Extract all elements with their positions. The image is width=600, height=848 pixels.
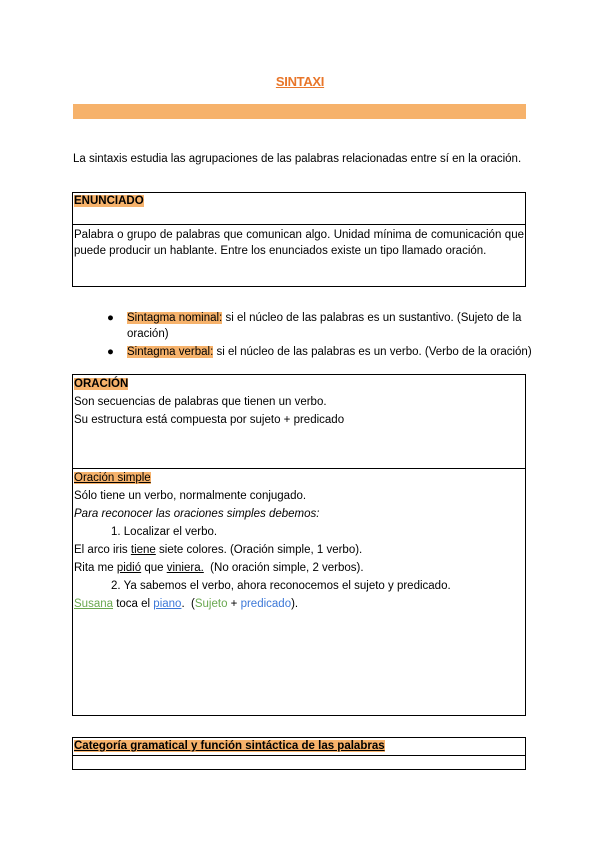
oracion-simple-section (73, 469, 525, 613)
oracion-box (72, 374, 526, 716)
title-underline-bar (73, 104, 526, 119)
categoria-heading: Categoría gramatical y función sintáctica de las palabras (74, 740, 385, 752)
oracion-heading: ORACIÓN (74, 378, 129, 390)
bullet-text: si el núcleo de las palabras es un sustantivo. (Sujeto de la oración) (127, 312, 522, 340)
subject: Susana (74, 598, 114, 610)
enunciado-body: Palabra o grupo de palabras que comunican algo. Unidad mínima de comunicación que puede producir un hablante. Entre los enunciados existe un tipo llamado oración. (74, 229, 524, 257)
oracion-simple-heading: Oración simple (74, 472, 151, 484)
example-line: El arco iris tiene siete colores. (Oración simple, 1 verbo). (74, 544, 363, 556)
step-item: 1. Localizar el verbo. (111, 526, 218, 538)
enunciado-box (72, 192, 526, 287)
box-divider (73, 755, 525, 756)
intro-paragraph: La sintaxis estudia las agrupaciones de las palabras relacionadas entre sí en la oración. (73, 153, 522, 165)
verb: tiene (130, 544, 156, 556)
example-line: Rita me pidió que viniera. (No oración simple, 2 verbos). (74, 562, 364, 574)
predicado-label: predicado (240, 598, 292, 610)
sintagma-list (104, 310, 534, 362)
bullet-label: Sintagma verbal: (127, 346, 214, 358)
verb: viniera. (166, 562, 204, 574)
list-item (104, 310, 534, 342)
step-item: 2. Ya sabemos el verbo, ahora reconocemos el sujeto y predicado. (111, 580, 451, 592)
bullet-text: si el núcleo de las palabras es un verbo. (Verbo de la oración) (213, 346, 532, 358)
verb: pidió (116, 562, 142, 574)
oracion-simple-line: Para reconocer las oraciones simples debemos: (74, 508, 320, 520)
object: piano (153, 598, 182, 610)
list-item (104, 344, 534, 360)
oracion-line: Su estructura está compuesta por sujeto + predicado (74, 414, 345, 426)
bullet-icon: ● (107, 346, 114, 358)
document-title: SINTAXI (275, 74, 325, 89)
sujeto-label: Sujeto (194, 598, 228, 610)
enunciado-heading: ENUNCIADO (74, 195, 144, 207)
oracion-section (73, 375, 525, 468)
bullet-label: Sintagma nominal: (127, 312, 223, 324)
example-line: Susana toca el piano. (Sujeto + predicado). (74, 598, 299, 610)
oracion-simple-line: Sólo tiene un verbo, normalmente conjugado. (74, 490, 307, 502)
bullet-icon: ● (107, 312, 114, 324)
oracion-line: Son secuencias de palabras que tienen un verbo. (74, 396, 327, 408)
categoria-box (72, 737, 526, 770)
